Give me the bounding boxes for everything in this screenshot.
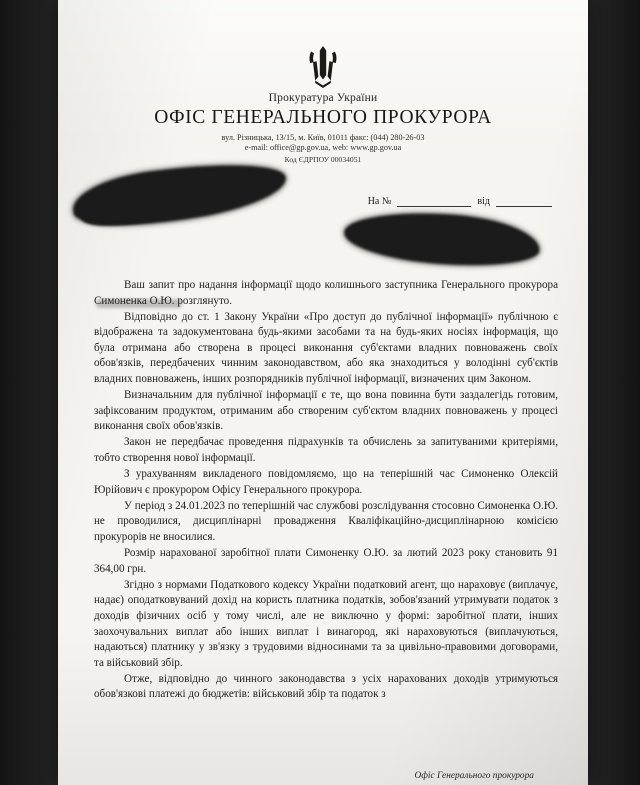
paragraph: Згідно з нормами Податкового кодексу України податковий агент, що нараховує (виплачує, надає) оподатковуваний дохід на користь платника податків, зобов'язаний утримувати податок з доходів фізичних осіб у тому числі, але не виключно у формі: заробітної плати, інших заохочувальних виплат або інших виплат і винагород, які нараховуються (виплачуються, надаються) платнику у зв'язку з трудовими відносинами та за цивільно-правовими договорами, та військовий збір. [94, 578, 558, 669]
document-page [58, 0, 588, 785]
paragraph: Ваш запит про надання інформації щодо колишнього заступника Генерального прокурора Симоненка О.Ю. розглянуто. [94, 279, 558, 307]
footer-signature: Офіс Генерального прокурора [414, 771, 534, 781]
reference-row [368, 196, 552, 207]
paragraph: Отже, відповідно до чинного законодавства з усіх нарахованих доходів утримуються обов'язкові платежі до бюджетів: військовий збір та податок з [94, 672, 558, 701]
incoming-number-label: На № [367, 196, 392, 207]
paragraph: Визначальним для публічної інформації є те, що вона повинна бути заздалегідь готовим, зафіксованим продуктом, отриманим або створеним суб'єктом владних повноважень у процесі виконання своїх обов'язків. [94, 389, 558, 433]
emblem-container [303, 44, 343, 90]
paragraph: З урахуванням викладеного повідомляємо, що на теперішній час Симоненко Олексій Юрійович є прокурором Офісу Генерального прокурора. [94, 468, 558, 496]
organization-line: Прокуратура України [268, 92, 378, 104]
photo-left-gutter [0, 0, 58, 785]
address-line: вул. Різницька, 13/15, м. Київ, 01011 факс: (044) 280-26-03 [221, 133, 425, 142]
ukraine-trident-emblem-icon [306, 45, 340, 89]
photo-right-gutter [588, 0, 640, 785]
date-field [496, 196, 552, 207]
contacts-line: e-mail: office@gp.gov.ua, web: www.gp.gov.ua [244, 143, 402, 152]
page-title: ОФІС ГЕНЕРАЛЬНОГО ПРОКУРОРА [154, 107, 492, 128]
paragraph: У період з 24.01.2023 по теперішній час службові розслідування стосовно Симоненка О.Ю. не проводилися, дисциплінарні провадження Кваліфікаційно-дисциплінарною комісією прокурорів не вносилися. [94, 499, 558, 543]
paragraph: Відповідно до ст. 1 Закону України «Про доступ до публічної інформації» публічною є відображена та задокументована будь-якими засобами та на будь-яких носіях інформація, що була отримана або створена в процесі виконання суб'єктами владних повноважень своїх обов'язків, передбачених чинним законодавством, або яка знаходиться у володінні суб'єктів владних повноважень, інших розпорядників публічної інформації, визначених цим Законом. [94, 310, 558, 386]
paragraph: Розмір нарахованої заробітної плати Симоненку О.Ю. за лютий 2023 року становить 91 364,00 грн. [94, 547, 558, 575]
incoming-number-field [397, 196, 471, 207]
document-body [94, 278, 558, 704]
registry-code-line: Код ЄДРПОУ 00034051 [284, 155, 362, 164]
paragraph: Закон не передбачає проведення підрахунків та обчислень за запитуваними критеріями, тобто створення нової інформації. [94, 436, 558, 465]
date-label: від [477, 196, 490, 207]
